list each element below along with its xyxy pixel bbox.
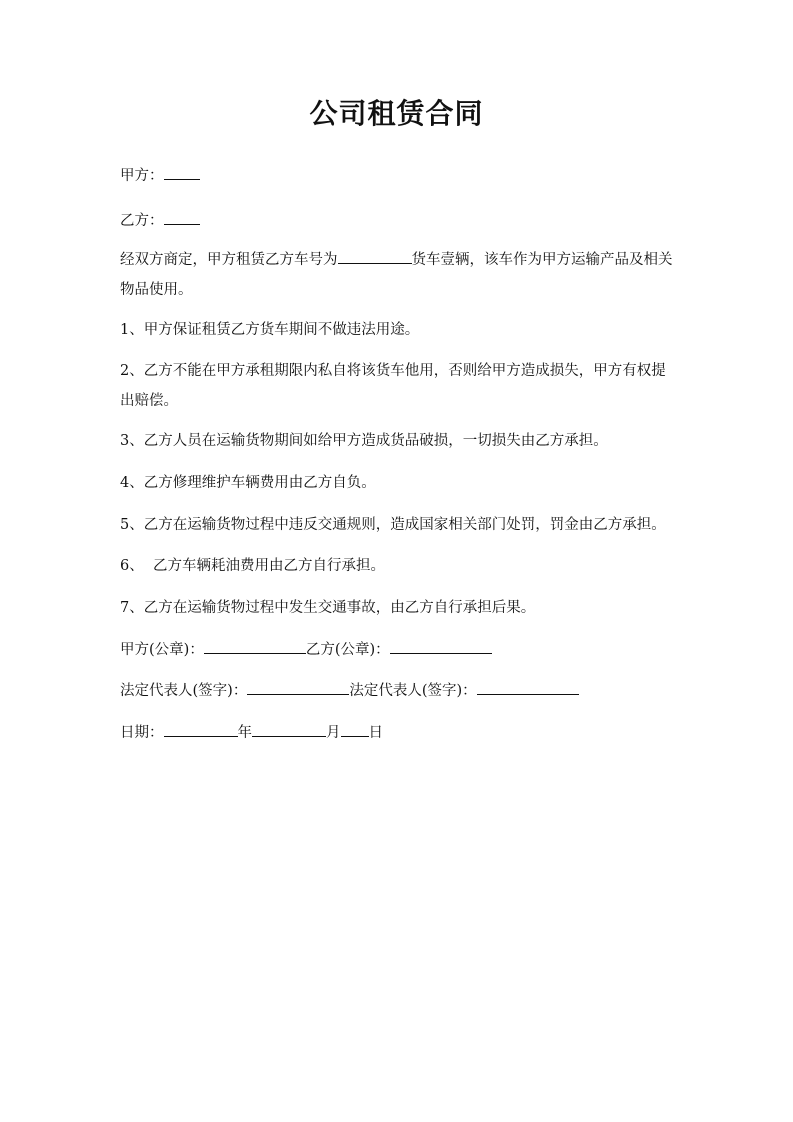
- document-title: 公司租赁合同: [309, 97, 484, 130]
- day-blank[interactable]: [341, 722, 369, 737]
- party-b-line: [120, 206, 680, 236]
- party-b-seal-label: 乙方(公章)：: [305, 642, 390, 658]
- rep-sign-a-blank[interactable]: [247, 680, 349, 695]
- party-b-seal-blank[interactable]: [390, 639, 492, 654]
- party-b-blank[interactable]: [164, 210, 200, 225]
- representative-line: [120, 676, 680, 706]
- seal-line: [120, 635, 680, 665]
- intro-paragraph: [120, 245, 680, 305]
- month-blank[interactable]: [252, 722, 326, 737]
- rep-sign-b-label: 法定代表人(签字)：: [349, 683, 477, 699]
- vehicle-number-blank[interactable]: [338, 249, 412, 264]
- party-a-blank[interactable]: [164, 165, 200, 180]
- year-blank[interactable]: [164, 722, 238, 737]
- clause-1: 1、甲方保证租赁乙方货车期间不做违法用途。: [120, 322, 420, 338]
- intro-text-2: 货车壹辆，该车作为甲方运输产品及相关物品使用。: [120, 252, 673, 298]
- date-line: [120, 718, 680, 748]
- party-a-seal-label: 甲方(公章)：: [120, 642, 204, 658]
- clause-6: 6、 乙方车辆耗油费用由乙方自行承担。: [120, 558, 385, 574]
- rep-sign-a-label: 法定代表人(签字)：: [120, 683, 248, 699]
- intro-text-1: 经双方商定，甲方租赁乙方车号为: [120, 252, 338, 268]
- clause-2: 2、乙方不能在甲方承租期限内私自将该货车他用，否则给甲方造成损失，甲方有权提出赔偿。: [120, 363, 666, 409]
- day-label: 日: [368, 725, 383, 741]
- party-a-seal-blank[interactable]: [204, 639, 306, 654]
- year-label: 年: [237, 725, 252, 741]
- party-a-label: 甲方：: [120, 168, 164, 184]
- clause-7: 7、乙方在运输货物过程中发生交通事故，由乙方自行承担后果。: [120, 600, 536, 616]
- date-label: 日期：: [120, 725, 164, 741]
- clause-3: 3、乙方人员在运输货物期间如给甲方造成货品破损，一切损失由乙方承担。: [120, 433, 608, 449]
- party-b-label: 乙方：: [120, 213, 164, 229]
- rep-sign-b-blank[interactable]: [477, 680, 579, 695]
- month-label: 月: [326, 725, 341, 741]
- party-a-line: [120, 161, 680, 191]
- clause-4: 4、乙方修理维护车辆费用由乙方自负。: [120, 475, 376, 491]
- clause-5: 5、乙方在运输货物过程中违反交通规则，造成国家相关部门处罚，罚金由乙方承担。: [120, 517, 666, 533]
